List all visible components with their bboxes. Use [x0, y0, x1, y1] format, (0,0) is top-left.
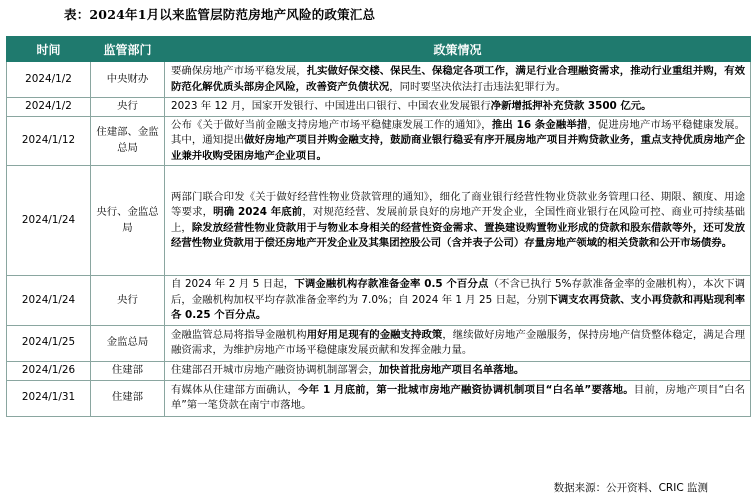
row-date: 2024/1/2 [7, 62, 91, 98]
content-segment: 两部门联合印发《关于做好经营性物业贷款管理的通知》，细化了商业银行经营性物业贷款业务管理口径、期限、额度、用途等要求， [171, 190, 745, 218]
row-dept: 央行 [91, 98, 165, 117]
row-content [165, 361, 751, 380]
header-dept: 监管部门 [91, 37, 165, 62]
content-bold-segment: 扎实做好保交楼、保民生、保稳定各项工作，满足行业合理融资需求，推动行业重组并购，有效防范化解优质头部房企风险，改善资产负债状况 [171, 65, 745, 93]
content-segment: 2023 年 12 月，国家开发银行、中国进出口银行、中国农业发展银行 [171, 100, 491, 112]
header-date: 时间 [7, 37, 91, 62]
content-segment: ，继续做好房地产金融服务，保持房地产信贷整体稳定，满足合理融资需求，为维护房地产市场平稳健康发展贡献和发挥金融力量。 [171, 328, 746, 356]
content-segment: 有媒体从住建部方面确认， [171, 383, 298, 396]
content-segment: 自 2024 年 2 月 5 日起， [171, 278, 295, 290]
source-note: 数据来源：公开资料、CRIC 监测 [553, 482, 708, 494]
row-content [165, 98, 751, 117]
table-header-row [7, 37, 751, 62]
row-content [165, 116, 751, 166]
table-row [7, 62, 751, 98]
content-bold-segment: 用好用足现有的金融支持政策 [306, 328, 443, 341]
row-date: 2024/1/12 [7, 116, 91, 166]
content-segment: 目前，房地产项目“白名单”第一笔贷款在南宁市落地。 [171, 383, 746, 411]
content-segment: ，促进房地产市场平稳健康发展。其中，通知提出 [171, 118, 745, 146]
content-bold-segment: 推出 16 条金融举措 [491, 118, 588, 131]
row-content [165, 325, 751, 361]
content-bold-segment: 下调金融机构存款准备金率 0.5 个百分点 [294, 278, 489, 290]
content-bold-segment: 下调支农再贷款、支小再贷款和再贴现利率各 0.25 个百分点。 [171, 293, 746, 321]
row-content [165, 166, 751, 276]
row-date: 2024/1/26 [7, 361, 91, 380]
content-segment: （不含已执行 5%存款准备金率的金融机构），本次下调后，金融机构加权平均存款准备金率约为 7.0%；自 2024 年 1 月 25 日起，分别 [171, 278, 746, 306]
row-date: 2024/1/2 [7, 98, 91, 117]
content-bold-segment: 做好房地产项目并购金融支持，鼓励商业银行稳妥有序开展房地产项目并购贷款业务，重点支持优质房地产企业兼并收购受困房地产企业项目。 [171, 134, 745, 162]
table-row [7, 325, 751, 361]
content-segment: 金融监管总局将指导金融机构 [171, 328, 307, 341]
policy-table [6, 36, 751, 417]
row-dept: 住建部 [91, 380, 165, 416]
content-segment: ，同时要坚决依法打击违法犯罪行为。 [389, 80, 566, 93]
table-body [7, 62, 751, 417]
table-title: 表：2024年1月以来监管层防范房地产风险的政策汇总 [64, 7, 376, 22]
table-row [7, 276, 751, 326]
row-date: 2024/1/31 [7, 380, 91, 416]
row-dept: 住建部 [91, 361, 165, 380]
table-row [7, 361, 751, 380]
table-row [7, 98, 751, 117]
row-content [165, 380, 751, 416]
table-row [7, 166, 751, 276]
row-date: 2024/1/24 [7, 276, 91, 326]
content-segment: 要确保房地产市场平稳发展， [171, 65, 307, 77]
row-dept: 央行、金监总局 [91, 166, 165, 276]
row-dept: 金监总局 [91, 325, 165, 361]
row-content [165, 276, 751, 326]
row-dept: 住建部、金监总局 [91, 116, 165, 166]
content-bold-segment: 除发放经营性物业贷款用于与物业本身相关的经营性资金需求、置换建设购置物业形成的贷款和股东借款等外，还可发放经营性物业贷款用于偿还房地产开发企业及其集团控股公司（含并表子公司）存量房地产领域的相关贷款和公开市场债券。 [171, 221, 745, 249]
row-dept: 中央财办 [91, 62, 165, 98]
header-content: 政策情况 [165, 37, 751, 62]
row-date: 2024/1/25 [7, 325, 91, 361]
table-row [7, 116, 751, 166]
content-bold-segment: 明确 2024 年底前 [213, 206, 303, 218]
row-content [165, 62, 751, 98]
content-bold-segment: 净新增抵押补充贷款 3500 亿元。 [490, 100, 652, 112]
content-bold-segment: 今年 1 月底前，第一批城市房地产融资协调机制项目“白名单”要落地。 [298, 383, 634, 396]
content-bold-segment: 加快首批房地产项目名单落地。 [378, 363, 525, 376]
content-segment: 住建部召开城市房地产融资协调机制部署会， [171, 363, 379, 376]
row-date: 2024/1/24 [7, 166, 91, 276]
content-segment: ，对规范经营、发展前景良好的房地产开发企业，全国性商业银行在风险可控、商业可持续基础上， [171, 206, 746, 234]
row-dept: 央行 [91, 276, 165, 326]
content-segment: 公布《关于做好当前金融支持房地产市场平稳健康发展工作的通知》， [171, 118, 492, 131]
table-row [7, 380, 751, 416]
